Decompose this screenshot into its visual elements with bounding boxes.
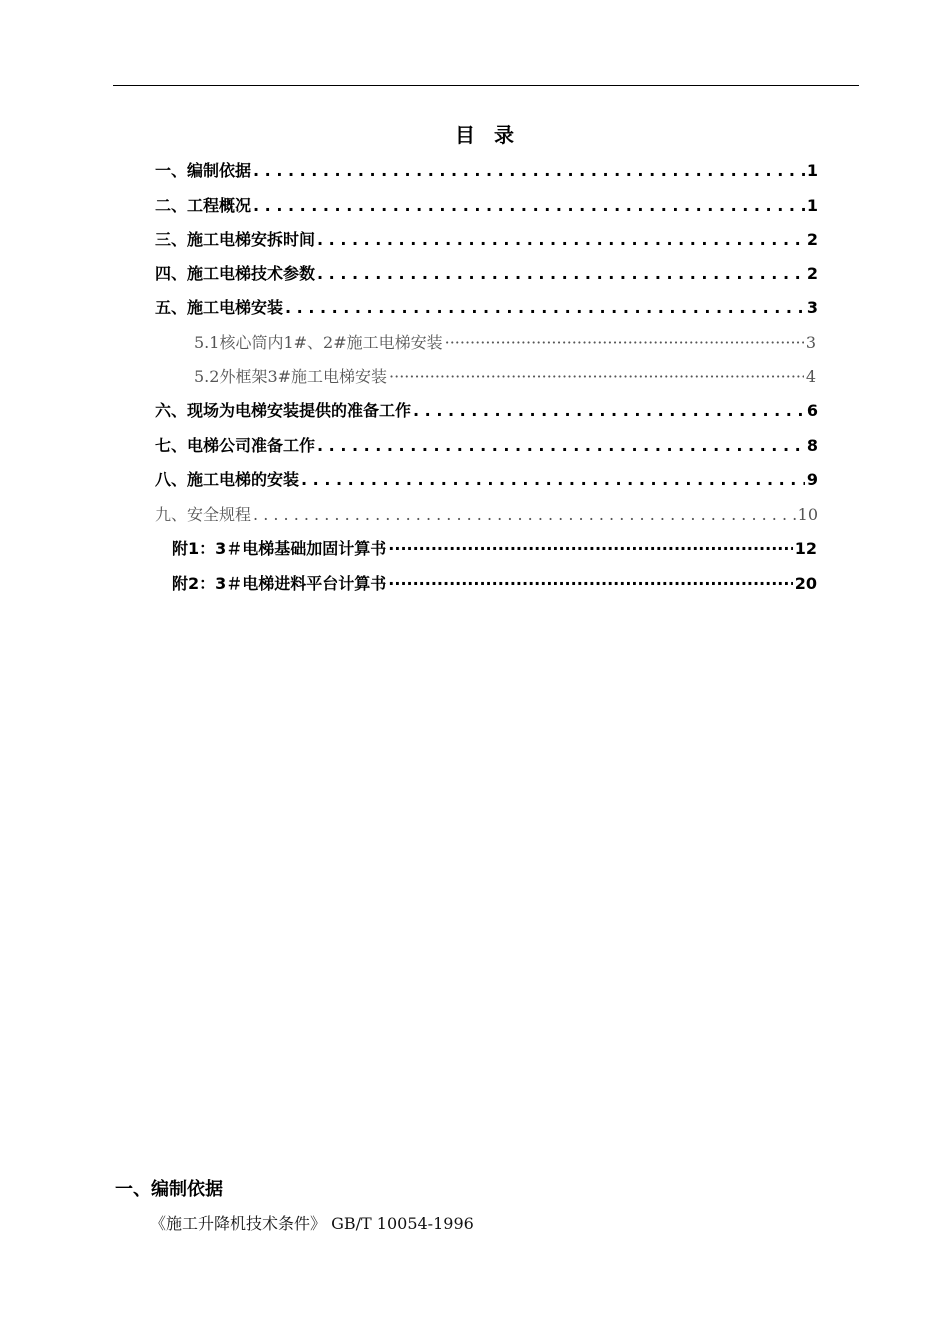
- toc-entry-label: 附1：3＃电梯基础加固计算书: [172, 539, 387, 558]
- toc-dot-leader: [317, 436, 805, 456]
- toc-entry-label: 三、施工电梯安拆时间: [155, 230, 316, 249]
- toc-entry-label: 五、施工电梯安装: [155, 298, 284, 317]
- toc-entry[interactable]: [155, 298, 818, 318]
- toc-entry-page: 12: [794, 539, 817, 558]
- toc-dot-leader: [253, 161, 805, 181]
- toc-subentry[interactable]: [194, 367, 816, 387]
- toc-entry-label: 附2：3＃电梯进料平台计算书: [172, 574, 387, 593]
- toc-entry[interactable]: [155, 401, 818, 421]
- toc-dot-leader: [388, 574, 792, 594]
- toc-entry-page: 10: [797, 505, 818, 524]
- toc-appendix-entry[interactable]: [172, 539, 817, 559]
- toc-entry-page: 4: [805, 367, 816, 386]
- toc-entry-page: 20: [794, 574, 817, 593]
- toc-entry[interactable]: [155, 230, 818, 250]
- toc-entry-label: 八、施工电梯的安装: [155, 470, 300, 489]
- toc-entry-label: 5.2外框架3#施工电梯安装: [194, 367, 388, 386]
- toc-entry[interactable]: [155, 161, 818, 181]
- toc-entry-label: 5.1核心筒内1#、2#施工电梯安装: [194, 333, 443, 352]
- toc-dot-leader: [413, 401, 805, 421]
- toc-subentry[interactable]: [194, 333, 816, 353]
- toc-appendix-entry[interactable]: [172, 574, 817, 594]
- toc-entry[interactable]: [155, 470, 818, 490]
- toc-entry-page: 2: [806, 264, 818, 283]
- toc-entry-page: 1: [806, 161, 818, 180]
- toc-dot-leader: [285, 298, 805, 318]
- toc-dot-leader: [317, 264, 805, 284]
- toc-entry-page: 1: [806, 196, 818, 215]
- toc-entry[interactable]: [155, 196, 818, 216]
- toc-dot-leader: [301, 470, 805, 490]
- toc-entry-page: 6: [806, 401, 818, 420]
- header-rule: [113, 85, 859, 86]
- toc-dot-leader: [253, 196, 805, 216]
- toc-entry[interactable]: [155, 436, 818, 456]
- toc-dot-leader: [317, 230, 805, 250]
- toc-entry-label: 二、工程概况: [155, 196, 252, 215]
- toc-title: 目 录: [455, 123, 520, 147]
- toc-dot-leader: [388, 539, 792, 559]
- toc-entry-page: 3: [805, 333, 816, 352]
- toc-entry-page: 8: [806, 436, 818, 455]
- toc-entry-label: 六、现场为电梯安装提供的准备工作: [155, 401, 412, 420]
- toc-entry-label: 九、安全规程: [155, 505, 252, 524]
- toc-dot-leader: [445, 333, 804, 353]
- toc-entry[interactable]: [155, 264, 818, 284]
- section-body-text: 《施工升降机技术条件》 GB/T 10054-1996: [150, 1214, 474, 1233]
- toc-entry-label: 七、电梯公司准备工作: [155, 436, 316, 455]
- section-heading: 一、编制依据: [115, 1179, 223, 1200]
- toc-dot-leader: [389, 367, 804, 387]
- toc-entry[interactable]: [155, 505, 818, 525]
- toc-entry-page: 9: [806, 470, 818, 489]
- toc-entry-page: 2: [806, 230, 818, 249]
- toc-entry-label: 一、编制依据: [155, 161, 252, 180]
- toc-entry-label: 四、施工电梯技术参数: [155, 264, 316, 283]
- toc-entry-page: 3: [806, 298, 818, 317]
- toc-dot-leader: [253, 505, 796, 525]
